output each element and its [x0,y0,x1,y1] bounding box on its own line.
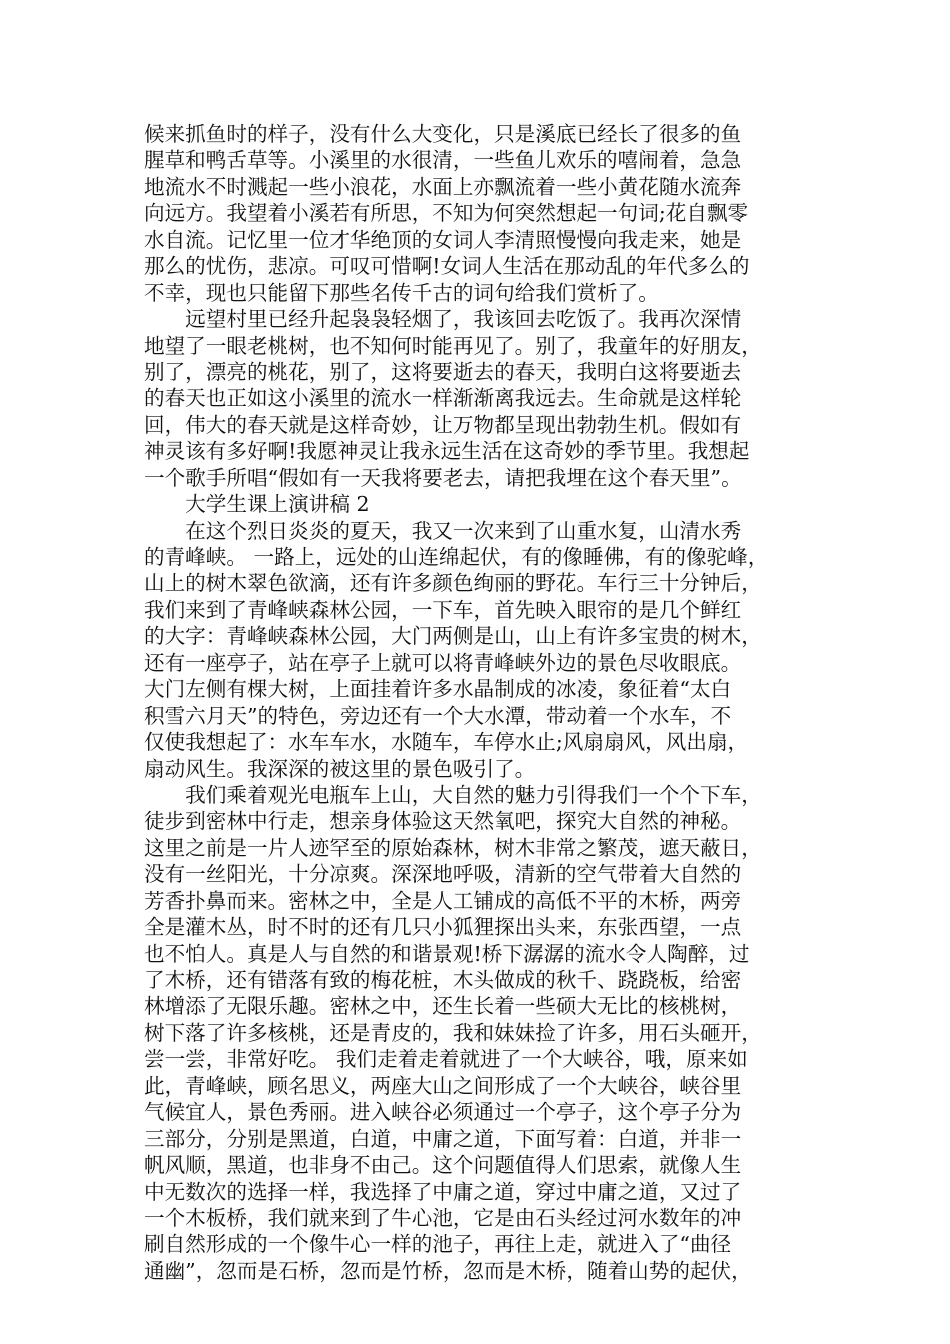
text-line: 积雪六月天”的特色，旁边还有一个大水潭，带动着一个水车，不 [144,703,732,728]
document-body-text [144,121,834,1284]
text-line: 地流水不时溅起一些小浪花，水面上亦飘流着一些小黄花随水流奔 [144,174,742,199]
text-line: 全是灌木丛，时不时的还有几只小狐狸探出头来，东张西望，一点 [144,915,742,940]
text-line: 的青峰峡。 一路上，远处的山连绵起伏，有的像睡佛，有的像驼峰， [144,545,769,569]
text-line: 在这个烈日炎炎的夏天，我又一次来到了山重水复，山清水秀 [144,518,742,543]
text-line: 徒步到密林中行走，想亲身体验这天然氧吧，探究大自然的神秘。 [144,809,742,834]
text-line: 候来抓鱼时的样子，没有什么大变化，只是溪底已经长了很多的鱼 [144,122,742,146]
text-line: 我们来到了青峰峡森林公园，一下车，首先映入眼帘的是几个鲜红 [144,597,742,622]
text-line: 大门左侧有棵大树，上面挂着许多水晶制成的冰凌，象征着“太白 [144,677,732,702]
text-line: 远望村里已经升起袅袅轻烟了，我该回去吃饭了。我再次深情 [144,307,742,332]
text-line: 仅使我想起了：水车车水，水随车，车停水止;风扇扇风，风出扇， [144,730,749,755]
text-line: 扇动风生。我深深的被这里的景色吸引了。 [144,756,536,781]
text-line: 帆风顺，黑道，也非身不由己。这个问题值得人们思索，就像人生 [144,1153,742,1178]
text-line: 了木桥，还有错落有致的梅花桩，木头做成的秋千、跷跷板，给密 [144,968,742,992]
text-line: 的大字：青峰峡森林公园，大门两侧是山，山上有许多宝贵的树木， [144,624,762,649]
text-line: 一个木板桥，我们就来到了牛心池，它是由石头经过河水数年的冲 [144,1205,742,1230]
text-line: 气候宜人，景色秀丽。进入峡谷必须通过一个亭子，这个亭子分为 [144,1100,742,1125]
text-line: 的春天也正如这小溪里的流水一样渐渐离我远去。生命就是这样轮 [144,386,742,411]
text-line: 也不怕人。真是人与自然的和谐景观!桥下潺潺的流水令人陶醉，过 [144,941,750,966]
text-line: 刷自然形成的一个像牛心一样的池子，再往上走，就进入了“曲径 [144,1232,732,1257]
text-line: 通幽”，忽而是石桥，忽而是竹桥，忽而是木桥，随着山势的起伏， [144,1258,752,1283]
text-line: 回，伟大的春天就是这样奇妙，让万物都呈现出勃勃生机。假如有 [144,412,742,437]
text-line: 水自流。记忆里一位才华绝顶的女词人李清照慢慢向我走来，她是 [144,227,742,252]
text-line: 尝一尝，非常好吃。 我们走着走着就进了一个大峡谷，哦，原来如 [144,1047,748,1072]
text-line: 没有一丝阳光，十分凉爽。深深地呼吸，清新的空气带着大自然的 [144,862,742,887]
text-line: 中无数次的选择一样，我选择了中庸之道，穿过中庸之道，又过了 [144,1179,742,1204]
text-line: 芳香扑鼻而来。密林之中，全是人工铺成的高低不平的木桥，两旁 [144,888,742,913]
text-line: 这里之前是一片人迹罕至的原始森林，树木非常之繁茂，遮天蔽日， [144,835,762,860]
text-line: 地望了一眼老桃树，也不知何时能再见了。别了，我童年的好朋友， [144,333,762,358]
text-line: 一个歌手所唱“假如有一天我将要老去，请把我埋在这个春天里”。 [144,465,742,490]
text-line: 别了，漂亮的桃花，别了，这将要逝去的春天，我明白这将要逝去 [144,359,742,384]
section-heading: 大学生课上演讲稿 2 [144,492,370,517]
text-line: 向远方。我望着小溪若有所思，不知为何突然想起一句词;花自飘零 [144,201,749,226]
text-line: 树下落了许多核桃，还是青皮的，我和妹妹捡了许多，用石头砸开， [144,1020,762,1045]
text-line: 山上的树木翠色欲滴，还有许多颜色绚丽的野花。车行三十分钟后， [144,571,762,596]
text-line: 神灵该有多好啊!我愿神灵让我永远生活在这奇妙的季节里。我想起 [144,439,750,464]
text-line: 还有一座亭子，站在亭子上就可以将青峰峡外边的景色尽收眼底。 [144,650,742,675]
text-line: 不幸，现也只能留下那些名传千古的词句给我们赏析了。 [144,280,659,305]
text-line: 我们乘着观光电瓶车上山，大自然的魅力引得我们一个个下车， [144,782,762,807]
text-line: 此，青峰峡，顾名思义，两座大山之间形成了一个大峡谷，峡谷里 [144,1073,742,1098]
text-line: 林增添了无限乐趣。密林之中，还生长着一些硕大无比的核桃树， [144,994,742,1019]
text-line: 那么的忧伤，悲凉。可叹可惜啊!女词人生活在那动乱的年代多么的 [144,254,750,279]
text-line: 腥草和鸭舌草等。小溪里的水很清，一些鱼儿欢乐的嘻闹着，急急 [144,148,742,173]
text-line: 三部分，分别是黑道，白道，中庸之道，下面写着：白道，并非一 [144,1126,742,1151]
